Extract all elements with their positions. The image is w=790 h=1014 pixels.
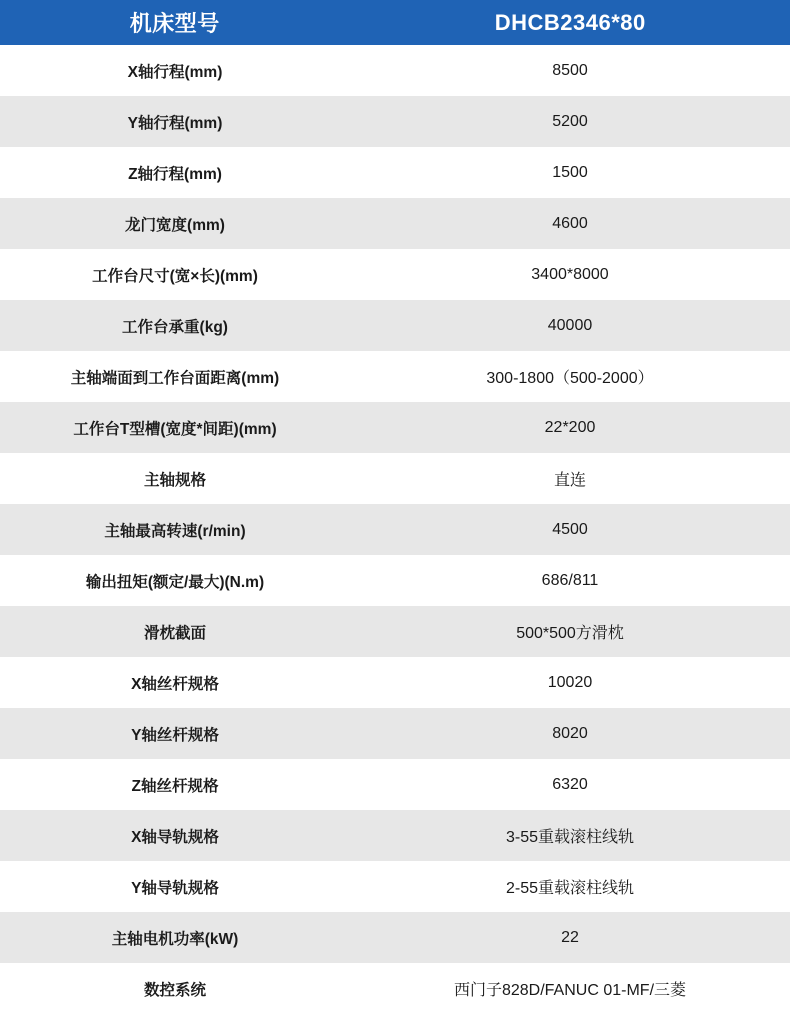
spec-label: Y轴行程(mm): [0, 96, 350, 147]
header-model-value: DHCB2346*80: [350, 0, 790, 45]
spec-value: 40000: [350, 300, 790, 351]
spec-value: 686/811: [350, 555, 790, 606]
spec-value: 直连: [350, 453, 790, 504]
spec-label: 工作台T型槽(宽度*间距)(mm): [0, 402, 350, 453]
table-row: [0, 555, 790, 606]
spec-value: 8500: [350, 45, 790, 96]
spec-value: 22*200: [350, 402, 790, 453]
spec-label: X轴行程(mm): [0, 45, 350, 96]
table-row: [0, 504, 790, 555]
table-row: [0, 606, 790, 657]
table-row: [0, 96, 790, 147]
spec-label: Y轴丝杆规格: [0, 708, 350, 759]
table-row: [0, 963, 790, 1014]
spec-value: 500*500方滑枕: [350, 606, 790, 657]
spec-value: 5200: [350, 96, 790, 147]
table-row: [0, 198, 790, 249]
table-row: [0, 912, 790, 963]
spec-label: Y轴导轨规格: [0, 861, 350, 912]
table-header-row: [0, 0, 790, 45]
spec-label: X轴丝杆规格: [0, 657, 350, 708]
spec-label: 滑枕截面: [0, 606, 350, 657]
table-row: [0, 708, 790, 759]
table-row: [0, 249, 790, 300]
spec-label: 主轴规格: [0, 453, 350, 504]
table-row: [0, 759, 790, 810]
spec-value: 300-1800（500-2000）: [350, 351, 790, 402]
spec-label: X轴导轨规格: [0, 810, 350, 861]
spec-value: 10020: [350, 657, 790, 708]
table-row: [0, 45, 790, 96]
spec-label: 工作台承重(kg): [0, 300, 350, 351]
spec-label: 输出扭矩(额定/最大)(N.m): [0, 555, 350, 606]
spec-label: 数控系统: [0, 963, 350, 1014]
spec-value: 3400*8000: [350, 249, 790, 300]
table-row: [0, 147, 790, 198]
spec-label: 主轴端面到工作台面距离(mm): [0, 351, 350, 402]
spec-label: Z轴丝杆规格: [0, 759, 350, 810]
table-row: [0, 810, 790, 861]
spec-value: 6320: [350, 759, 790, 810]
table-row: [0, 351, 790, 402]
spec-label: 工作台尺寸(宽×长)(mm): [0, 249, 350, 300]
spec-value: 8020: [350, 708, 790, 759]
spec-label: 龙门宽度(mm): [0, 198, 350, 249]
table-row: [0, 861, 790, 912]
table-row: [0, 657, 790, 708]
spec-value: 1500: [350, 147, 790, 198]
spec-label: Z轴行程(mm): [0, 147, 350, 198]
header-model-label: 机床型号: [0, 0, 350, 45]
table-row: [0, 453, 790, 504]
spec-label: 主轴最高转速(r/min): [0, 504, 350, 555]
spec-value: 4600: [350, 198, 790, 249]
table-row: [0, 402, 790, 453]
table-body: [0, 45, 790, 1014]
spec-label: 主轴电机功率(kW): [0, 912, 350, 963]
spec-value: 22: [350, 912, 790, 963]
table-row: [0, 300, 790, 351]
spec-value: 4500: [350, 504, 790, 555]
table-header: [0, 0, 790, 45]
spec-value: 2-55重载滚柱线轨: [350, 861, 790, 912]
spec-value: 3-55重载滚柱线轨: [350, 810, 790, 861]
spec-value: 西门子828D/FANUC 01-MF/三菱: [350, 963, 790, 1014]
